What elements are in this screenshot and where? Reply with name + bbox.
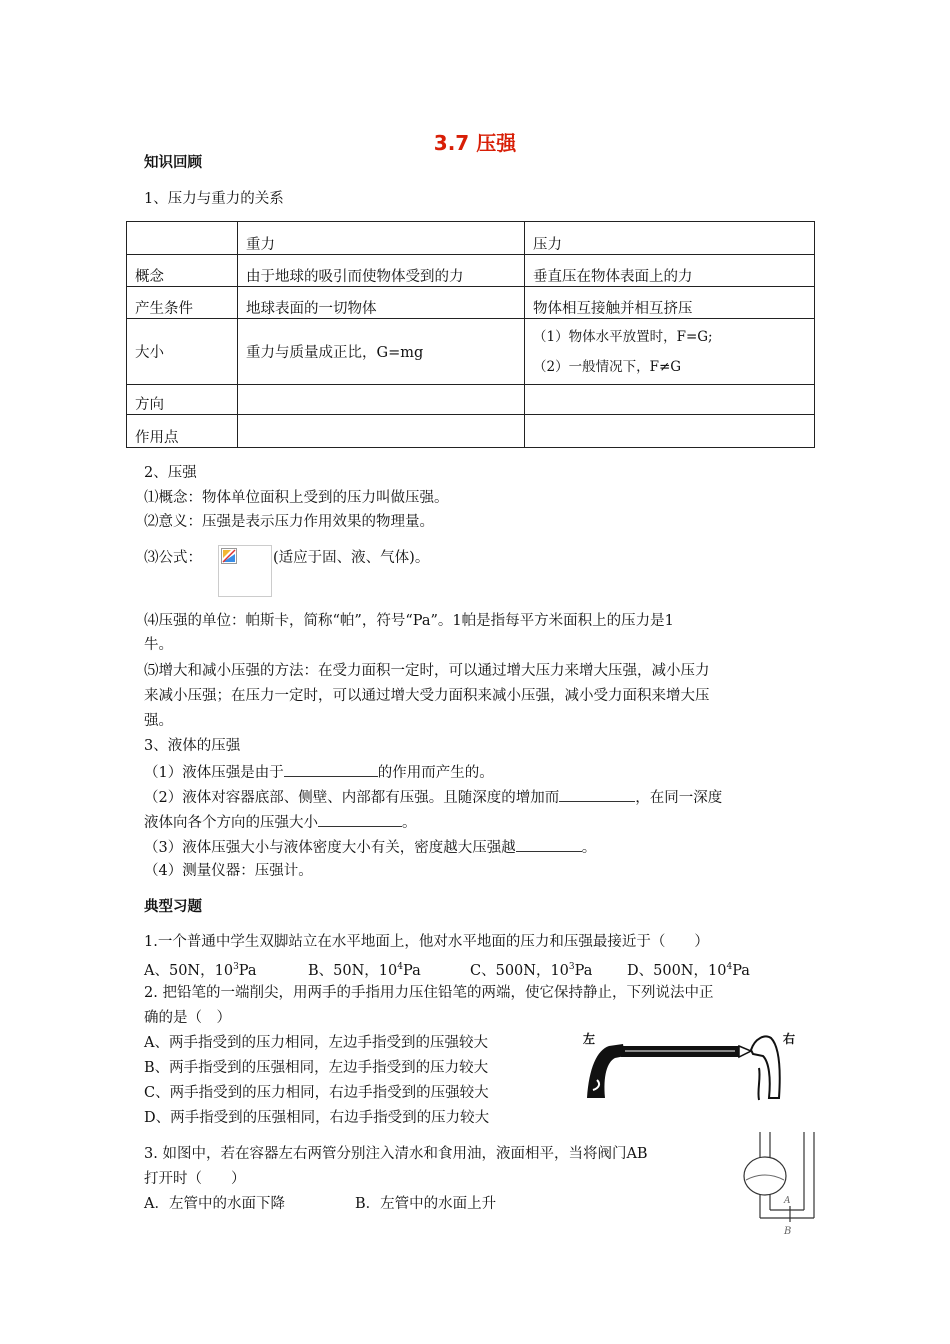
q3-option-a[interactable]: A．左管中的水面下降	[144, 1196, 285, 1212]
text-span: （1）液体压强是由于	[144, 765, 284, 781]
table-header-cell	[127, 222, 238, 255]
table-header-cell: 重力	[238, 222, 525, 255]
exponent: 4	[397, 962, 403, 972]
text-span: Pa	[238, 962, 257, 979]
text-span: D、500N，10	[627, 962, 727, 979]
pencil-figure	[575, 1028, 797, 1118]
pressure-heading: 2、压强	[144, 465, 197, 481]
pressure-formula-label: ⑶公式：	[144, 550, 202, 566]
pressure-methods-line2: 来减小压强；在压力一定时，可以通过增大受力面积来减小压强，减小受力面积来增大压	[144, 688, 710, 704]
liquid-item-3	[144, 837, 596, 857]
text-span: C、500N，10	[470, 962, 569, 979]
table-cell: 物体相互接触并相互挤压	[525, 287, 815, 319]
pressure-methods-line3: 强。	[144, 713, 173, 729]
table-cell	[525, 319, 815, 385]
table-row	[127, 287, 815, 319]
table-row-label: 作用点	[127, 415, 238, 448]
q1-option-a[interactable]	[144, 958, 257, 980]
liquid-item-1	[144, 762, 494, 782]
q1-option-d[interactable]	[627, 958, 750, 980]
table-cell: 重力与质量成正比，G=mg	[238, 319, 525, 385]
table-row-label: 方向	[127, 385, 238, 415]
q3-stem-line2: 打开时（ ）	[144, 1171, 246, 1187]
table-cell: 垂直压在物体表面上的力	[525, 255, 815, 287]
table-cell	[238, 385, 525, 415]
q2-stem-line2: 确的是（ ）	[144, 1010, 231, 1026]
pencil-illustration	[575, 1028, 797, 1118]
exponent: 4	[726, 962, 733, 972]
table-row	[127, 255, 815, 287]
text-span: Pa	[402, 962, 421, 979]
table-row	[127, 385, 815, 415]
valve-label-b: B	[784, 1226, 792, 1237]
figure-label-right: 右	[783, 1032, 796, 1046]
fill-blank[interactable]	[284, 762, 378, 777]
exponent: 3	[233, 962, 239, 972]
pressure-methods-line1: ⑸增大和减小压强的方法：在受力面积一定时，可以通过增大压力来增大压强，减小压力	[144, 663, 710, 679]
section-knowledge-review: 知识回顾	[144, 155, 202, 171]
u-tube-illustration	[738, 1130, 818, 1240]
q1-option-b[interactable]	[308, 958, 421, 980]
q3-stem-line1: 3. 如图中，若在容器左右两管分别注入清水和食用油，液面相平，当将阀门AB	[144, 1146, 648, 1162]
text-span: A、50N，10	[144, 962, 234, 979]
liquid-heading: 3、液体的压强	[144, 738, 241, 754]
q1-heading: 1、压力与重力的关系	[144, 191, 284, 207]
gravity-pressure-table	[126, 221, 815, 448]
page-title: 3.7 压强	[433, 131, 517, 155]
figure-label-left: 左	[583, 1032, 596, 1046]
q2-option-d[interactable]: D、两手指受到的压强相同，右边手指受到的压力较大	[144, 1110, 490, 1126]
fill-blank[interactable]	[318, 812, 402, 827]
fill-blank[interactable]	[559, 787, 635, 802]
q1-stem: 1.一个普通中学生双脚站立在水平地面上，他对水平地面的压力和压强最接近于（ ）	[144, 934, 709, 950]
table-cell-line: （2）一般情况下，F≠G	[533, 358, 682, 375]
table-cell	[525, 385, 815, 415]
section-practice: 典型习题	[144, 899, 202, 915]
pressure-concept: ⑴概念：物体单位面积上受到的压力叫做压强。	[144, 490, 449, 506]
fill-blank[interactable]	[516, 837, 582, 852]
pressure-formula-note: (适应于固、液、气体)。	[273, 550, 430, 566]
text-span: 。	[581, 840, 597, 856]
table-row	[127, 319, 815, 385]
table-cell	[525, 415, 815, 448]
q2-stem-line1: 2. 把铅笔的一端削尖，用两手的手指用力压住铅笔的两端，使它保持静止，下列说法中正	[144, 985, 714, 1001]
liquid-item-4: （4）测量仪器：压强计。	[144, 863, 313, 879]
u-tube-figure	[738, 1130, 818, 1240]
table-cell: 由于地球的吸引而使物体受到的力	[238, 255, 525, 287]
table-cell: 地球表面的一切物体	[238, 287, 525, 319]
text-span: Pa	[574, 962, 593, 979]
table-header-row	[127, 222, 815, 255]
text-span: ，在同一深度	[635, 790, 723, 806]
table-header-cell: 压力	[525, 222, 815, 255]
table-cell-line: （1）物体水平放置时，F=G;	[533, 328, 713, 345]
text-span: 。	[402, 815, 417, 831]
liquid-item-2	[144, 787, 722, 807]
pressure-meaning: ⑵意义：压强是表示压力作用效果的物理量。	[144, 514, 434, 530]
valve-label-a: A	[784, 1196, 791, 1206]
formula-image-placeholder	[218, 545, 272, 597]
q2-option-c[interactable]: C、两手指受到的压力相同，右边手指受到的压强较大	[144, 1085, 489, 1101]
pressure-unit-line1: ⑷压强的单位：帕斯卡，简称“帕”，符号“Pa”。1帕是指每平方米面积上的压力是1	[144, 613, 674, 629]
table-row-label: 大小	[127, 319, 238, 385]
q2-option-b[interactable]: B、两手指受到的压强相同，左边手指受到的压力较大	[144, 1060, 489, 1076]
text-span: 液体向各个方向的压强大小	[144, 815, 318, 831]
table-row-label: 产生条件	[127, 287, 238, 319]
text-span: （2）液体对容器底部、侧壁、内部都有压强。且随深度的增加而	[144, 790, 560, 806]
table-cell	[238, 415, 525, 448]
q2-option-a[interactable]: A、两手指受到的压力相同，左边手指受到的压强较大	[144, 1035, 488, 1051]
text-span: （3）液体压强大小与液体密度大小有关，密度越大压强越	[144, 840, 516, 856]
table-row	[127, 415, 815, 448]
pressure-unit-line2: 牛。	[144, 637, 173, 653]
broken-image-icon	[221, 548, 237, 564]
liquid-item-2b	[144, 812, 417, 832]
table-row-label: 概念	[127, 255, 238, 287]
q3-option-b[interactable]: B．左管中的水面上升	[355, 1196, 497, 1212]
text-span: 的作用而产生的。	[377, 765, 494, 781]
text-span: Pa	[732, 962, 750, 979]
q1-option-c[interactable]	[470, 958, 592, 980]
exponent: 3	[568, 962, 575, 972]
text-span: B、50N，10	[308, 962, 398, 979]
